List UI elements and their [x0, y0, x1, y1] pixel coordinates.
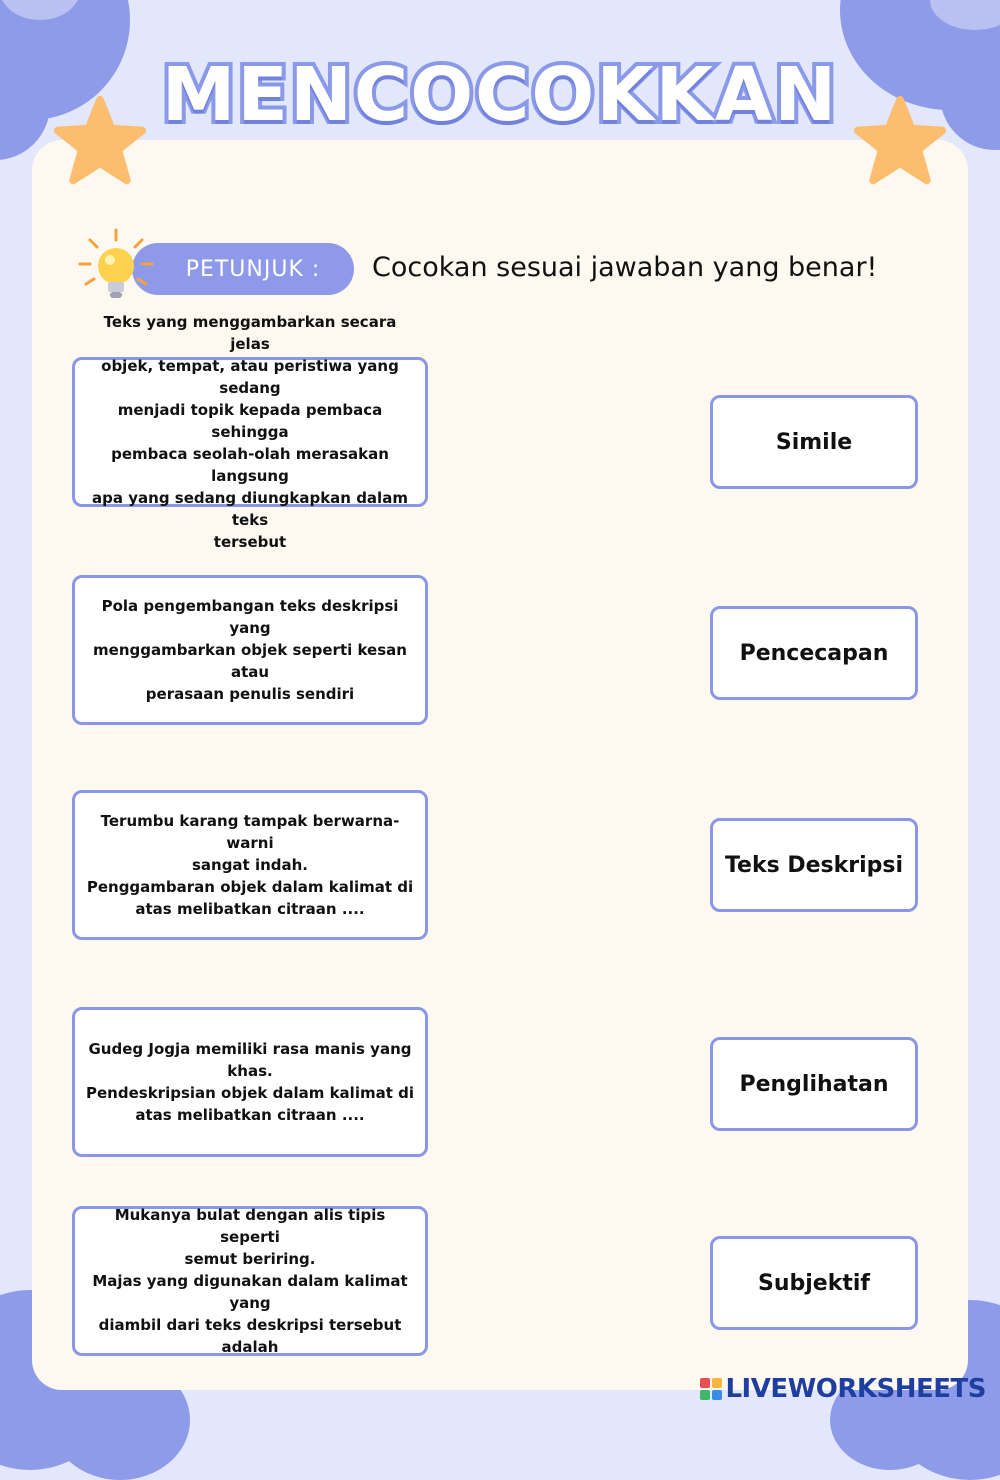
answer-label-4: Penglihatan	[739, 1071, 889, 1097]
question-box-3[interactable]	[72, 790, 428, 940]
lightbulb-icon	[76, 226, 156, 308]
question-box-2[interactable]	[72, 575, 428, 725]
liveworksheets-brand	[700, 1374, 986, 1404]
instruction-label: PETUNJUK :	[185, 256, 321, 282]
liveworksheets-logo-icon	[700, 1378, 722, 1400]
answer-label-3: Teks Deskripsi	[724, 852, 904, 878]
question-box-1[interactable]	[72, 313, 428, 551]
answer-box-1[interactable]	[710, 395, 918, 489]
answer-label-2: Pencecapan	[739, 640, 889, 666]
page-title: MENCOCOKKAN	[161, 52, 839, 138]
star-icon-right	[852, 94, 948, 190]
question-box-4[interactable]	[72, 1007, 428, 1157]
question-box-5[interactable]	[72, 1206, 428, 1356]
instruction-label-pill	[132, 243, 354, 295]
question-text-2: Pola pengembangan teks deskripsi yang menggambarkan objek seperti kesan atau perasaan penulis sendiri	[93, 597, 407, 703]
question-text-1: Teks yang menggambarkan secara jelas objek, tempat, atau peristiwa yang sedang menjadi topik kepada pembaca sehingga pembaca seolah-olah merasakan langsung apa yang sedang diungkapkan dalam teks tersebut	[92, 313, 408, 551]
question-text-4: Gudeg Jogja memiliki rasa manis yang khas. Pendeskripsian objek dalam kalimat di atas melibatkan citraan ....	[86, 1040, 414, 1124]
answer-box-5[interactable]	[710, 1236, 918, 1330]
answer-box-3[interactable]	[710, 818, 918, 912]
question-text-3: Terumbu karang tampak berwarna-warni sangat indah. Penggambaran objek dalam kalimat di atas melibatkan citraan ....	[86, 812, 414, 918]
star-icon-left	[52, 94, 148, 190]
answer-box-4[interactable]	[710, 1037, 918, 1131]
instruction-text: Cocokan sesuai jawaban yang benar!	[372, 252, 878, 283]
question-text-5: Mukanya bulat dengan alis tipis seperti semut beriring. Majas yang digunakan dalam kalimat yang diambil dari teks deskripsi tersebut adalah	[92, 1206, 408, 1356]
answer-label-1: Simile	[775, 429, 853, 455]
answer-box-2[interactable]	[710, 606, 918, 700]
liveworksheets-text: LIVEWORKSHEETS	[725, 1374, 986, 1404]
answer-label-5: Subjektif	[758, 1270, 870, 1296]
